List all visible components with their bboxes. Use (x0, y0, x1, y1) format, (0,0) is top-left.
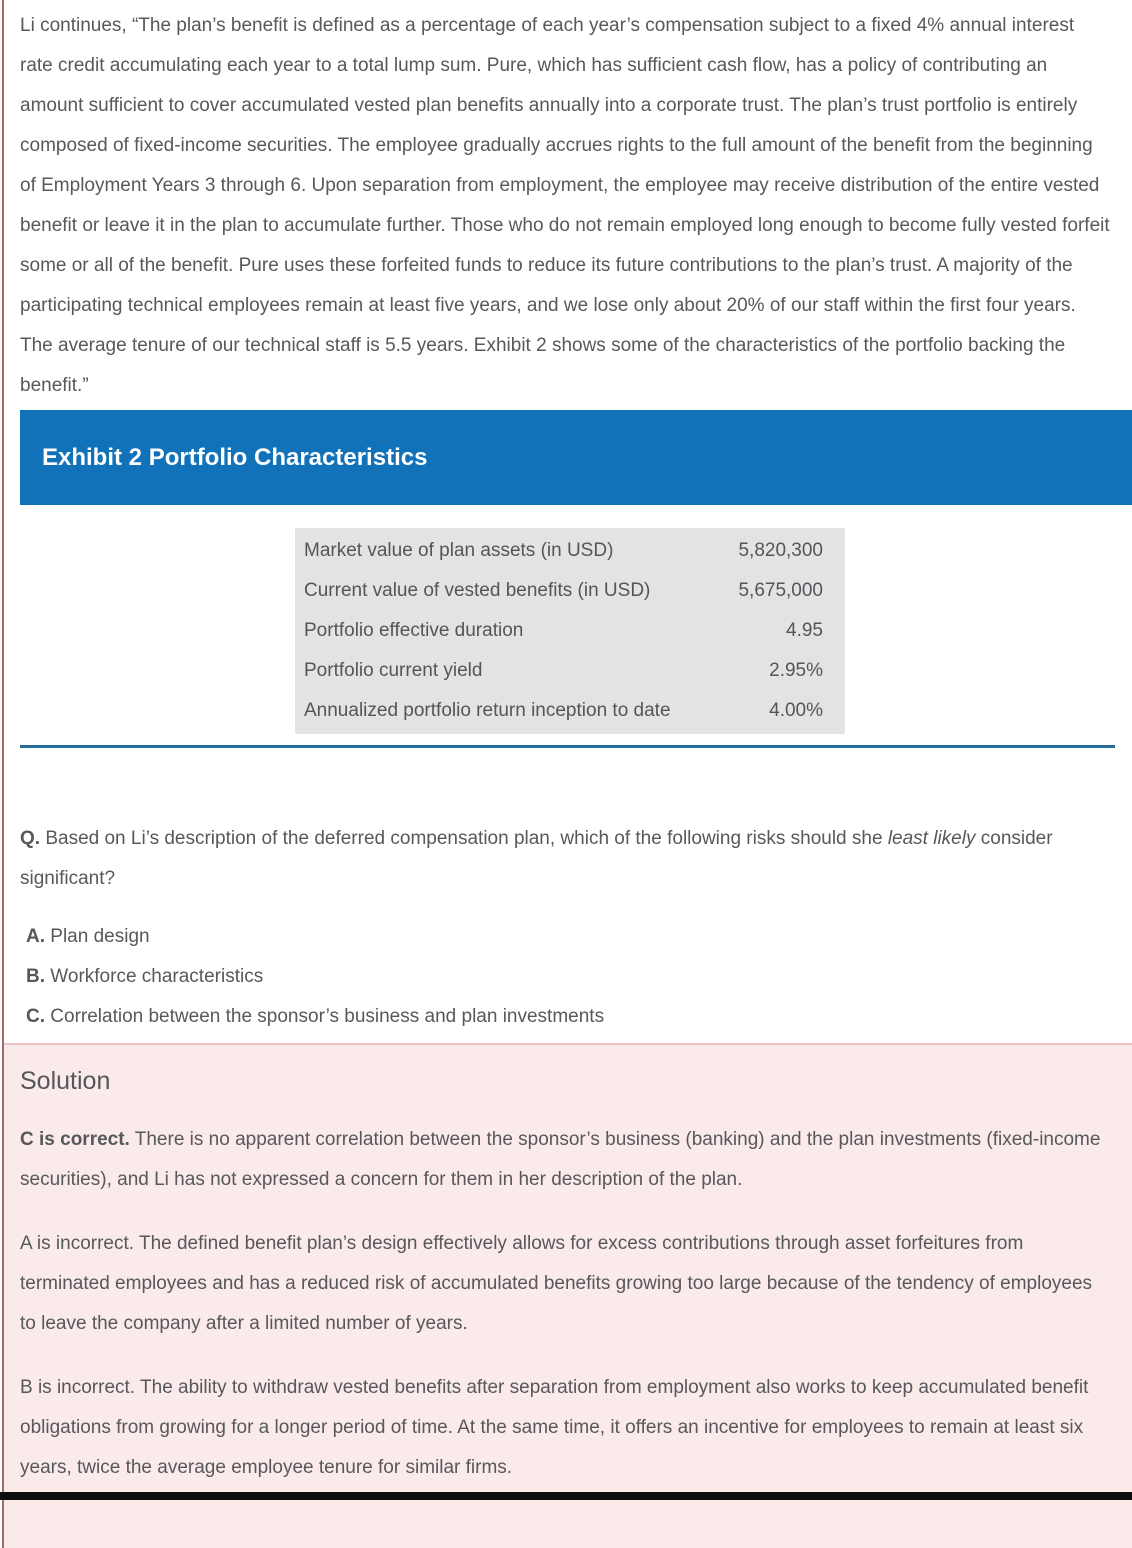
option-b-letter: B. (26, 966, 45, 987)
row-value: 2.95% (769, 660, 823, 681)
question-body-start: Based on Li’s description of the deferred compensation plan, which of the following risks should she (40, 828, 888, 849)
solution-heading: Solution (20, 1067, 111, 1095)
table-row (295, 571, 845, 611)
table-row (295, 611, 845, 651)
exhibit-title: Exhibit 2 Portfolio Characteristics (42, 444, 428, 471)
option-c-letter: C. (26, 1006, 45, 1027)
row-label: Portfolio effective duration (304, 620, 524, 641)
exhibit-header (20, 410, 1132, 505)
table-row (295, 691, 845, 731)
row-value: 5,820,300 (738, 540, 823, 561)
option-b-text: Workforce characteristics (50, 966, 264, 987)
question-body-end: consider significant? (20, 828, 1053, 889)
question-label: Q. (20, 828, 41, 849)
row-label: Market value of plan assets (in USD) (304, 540, 614, 561)
solution-correct-answer (20, 1120, 1112, 1200)
question-text (20, 819, 1112, 899)
intro-paragraph: Li continues, “The plan’s benefit is defined as a percentage of each year’s compensation subject to a fixed 4% annual interest rate credit accumulating each year to a total lump sum. Pure, which has sufficient cash flow, has a policy of contributing an amount sufficient to cover accumulated vested plan benefits annually into a corporate trust. The plan’s trust portfolio is entirely composed of fixed-income securities. The employee gradually accrues rights to the full amount of the benefit from the beginning of Employment Years 3 through 6. Upon separation from employment, the employee may receive distribution of the entire vested benefit or leave it in the plan to accumulate further. Those who do not remain employed long enough to become fully vested forfeit some or all of the benefit. Pure uses these forfeited funds to reduce its future contributions to the plan’s trust. A majority of the participating technical employees remain at least five years, and we lose only about 20% of our staff within the first four years. The average tenure of our technical staff is 5.5 years. Exhibit 2 shows some of the characteristics of the portfolio backing the benefit.” (20, 15, 1110, 396)
table-row (295, 531, 845, 571)
solution-explanation-b: B is incorrect. The ability to withdraw vested benefits after separation from employment also works to keep accumulated benefit obligations from growing for a longer period of time. At the same time, it offers an incentive for employees to remain at least six years, twice the average employee tenure for similar firms. (20, 1377, 1089, 1478)
correct-answer-text: There is no apparent correlation between the sponsor’s business (banking) and the plan investments (fixed-income securities), and Li has not expressed a concern for them in her description of the plan. (20, 1129, 1101, 1190)
answer-options (4, 917, 1132, 1037)
row-value: 4.95 (786, 620, 823, 641)
option-c-text: Correlation between the sponsor’s business and plan investments (50, 1006, 605, 1027)
document-page (2, 0, 1132, 1548)
section-divider (20, 745, 1115, 748)
option-a-letter: A. (26, 926, 45, 947)
solution-explanation-a: A is incorrect. The defined benefit plan’s design effectively allows for excess contributions through asset forfeitures from terminated employees and has a reduced risk of accumulated benefits growing too large because of the tendency of employees to leave the company after a limited number of years. (20, 1233, 1093, 1334)
table-row (295, 651, 845, 691)
row-value: 5,675,000 (738, 580, 823, 601)
row-label: Portfolio current yield (304, 660, 483, 681)
question-emphasis: least likely (887, 828, 976, 849)
portfolio-characteristics-table (295, 528, 845, 734)
solution-section (4, 1043, 1132, 1548)
row-label: Current value of vested benefits (in USD) (304, 580, 651, 601)
option-b (26, 957, 1112, 997)
row-value: 4.00% (769, 700, 823, 721)
option-c (26, 997, 1112, 1037)
row-label: Annualized portfolio return inception to date (304, 700, 671, 721)
option-a (26, 917, 1112, 957)
option-a-text: Plan design (50, 926, 150, 947)
correct-answer-label: C is correct. (20, 1129, 130, 1150)
bottom-bar (0, 1492, 1132, 1500)
